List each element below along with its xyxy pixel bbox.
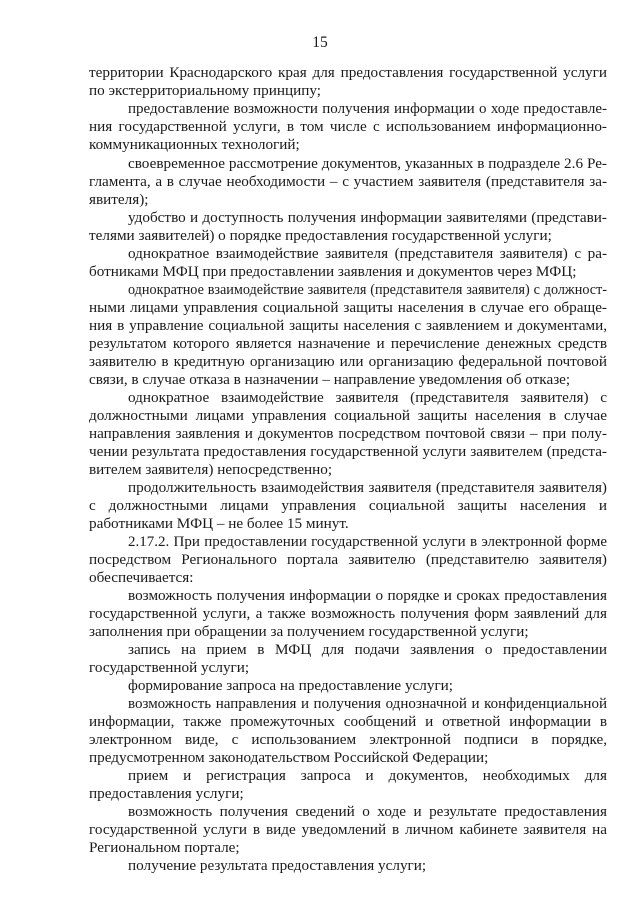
text-line: заявителю в кредитную организацию или организацию федеральной почтовой xyxy=(89,353,607,370)
text-line: коммуникационных технологий; xyxy=(89,136,300,153)
text-line: предоставления услуги; xyxy=(89,785,244,802)
text-line: вителем заявителя) непосредственно; xyxy=(89,461,333,478)
text-line: по экстерриториальному принципу; xyxy=(89,82,322,99)
text-line: заполнения при обращении за получением государственной услуги; xyxy=(89,623,529,640)
text-line: предусмотренном законодательством Российской Федерации; xyxy=(89,749,489,766)
text-line: 2.17.2. При предоставлении государственной услуги в электронной форме xyxy=(128,534,607,550)
text-line: государственной услуги в виде уведомлений в личном кабинете заявителя на xyxy=(89,821,607,838)
text-line: ными лицами управления социальной защиты населения в случае его обраще- xyxy=(89,299,607,316)
text-line: удобство и доступность получения информации заявителями (представи- xyxy=(128,209,607,226)
page-number: 15 xyxy=(312,34,328,51)
text-line: Региональном портале; xyxy=(89,839,240,856)
text-line: работниками МФЦ – не более 15 минут. xyxy=(89,515,349,532)
text-line: своевременное рассмотрение документов, указанных в подразделе 2.6 Ре- xyxy=(128,155,607,172)
text-line: получение результата предоставления услуги; xyxy=(128,857,427,874)
text-line: государственной услуги; xyxy=(89,659,250,676)
text-line: ния в управление социальной защиты населения с заявлением и документами, xyxy=(89,317,607,334)
text-line: посредством Регионального портала заявителю (представителю заявителя) xyxy=(89,551,607,568)
text-line: должностными лицами управления социальной защиты населения в случае xyxy=(89,407,607,424)
text-line: территории Краснодарского края для предоставления государственной услуги xyxy=(89,64,607,81)
text-line: государственной услуги, а также возможность получения форм заявлений для xyxy=(89,605,607,622)
text-line: обеспечивается: xyxy=(89,569,194,586)
text-line: продолжительность взаимодействия заявителя (представителя заявителя) xyxy=(128,479,607,496)
text-line: с должностными лицами управления социальной защиты населения и xyxy=(89,497,607,514)
text-line: однократное взаимодействие заявителя (представителя заявителя) с xyxy=(128,389,607,406)
text-line: электронном виде, с использованием электронной подписи в порядке, xyxy=(89,731,607,748)
text-line: возможность получения информации о порядке и сроках предоставления xyxy=(128,587,607,604)
text-line: запись на прием в МФЦ для подачи заявления о предоставлении xyxy=(128,641,607,658)
text-line: явителя); xyxy=(89,191,149,208)
text-line: возможность получения сведений о ходе и результате предоставления xyxy=(128,803,607,820)
text-line: однократное взаимодействие заявителя (представителя заявителя) с должност- xyxy=(128,282,607,298)
text-line: гламента, а в случае необходимости – с участием заявителя (представителя за- xyxy=(89,173,607,190)
text-line: направления заявления и документов посредством почтовой связи – при полу- xyxy=(89,425,607,442)
text-line: результатом которого является назначение и перечисление денежных средств xyxy=(89,335,607,352)
text-line: однократное взаимодействие заявителя (представителя заявителя) с ра- xyxy=(128,245,607,262)
text-line: чении результата предоставления государственной услуги заявителем (предста- xyxy=(89,443,607,460)
text-line: связи, в случае отказа в назначении – направление уведомления об отказе; xyxy=(89,371,571,388)
text-line: ния государственной услуги, в том числе с использованием информационно- xyxy=(89,118,607,135)
text-line: ботниками МФЦ при предоставлении заявления и документов через МФЦ; xyxy=(89,263,577,280)
text-line: прием и регистрация запроса и документов, необходимых для xyxy=(128,767,607,784)
text-line: телями заявителей) о порядке предоставления государственной услуги; xyxy=(89,227,552,244)
text-line: предоставление возможности получения информации о ходе предоставле- xyxy=(128,101,607,117)
text-line: возможность направления и получения однозначной и конфиденциальной xyxy=(128,696,607,712)
text-line: информации, также промежуточных сообщений и ответной информации в xyxy=(89,713,607,730)
text-line: формирование запроса на предоставление услуги; xyxy=(128,677,454,694)
